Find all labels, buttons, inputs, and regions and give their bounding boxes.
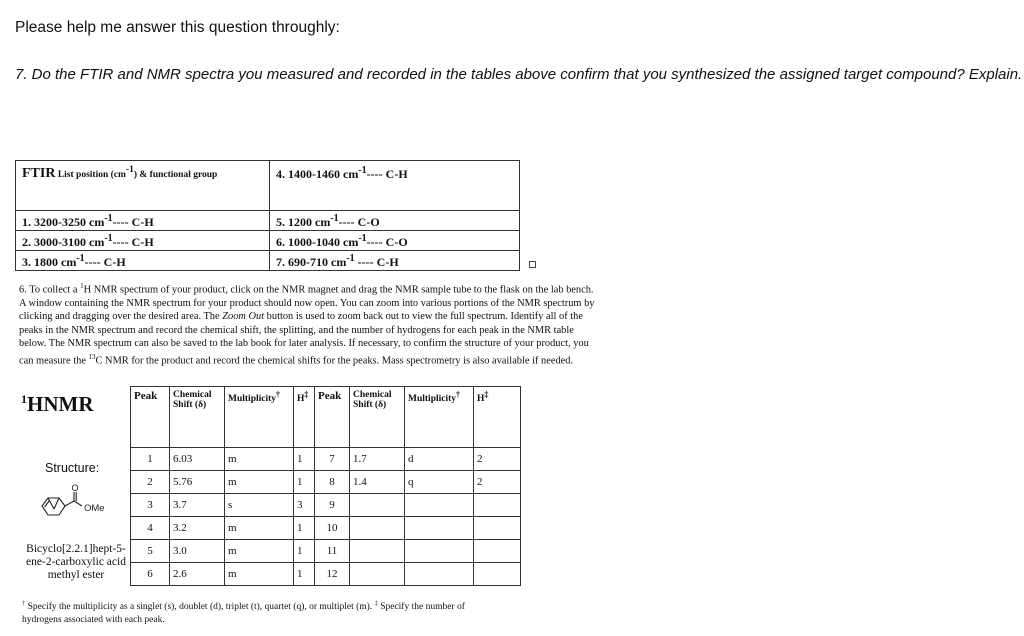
zoom-out-term: Zoom Out xyxy=(222,311,265,323)
ftir-entry: 7. 690-710 $cm^{-1}$ ---- C-H xyxy=(270,251,520,271)
compound-name: Bicyclo[2.2.1]hept-5-ene-2-carboxylic acid methyl ester xyxy=(26,543,126,581)
multiplicity-cell: m xyxy=(225,448,294,471)
multiplicity-cell: s xyxy=(225,494,294,517)
table-row xyxy=(131,563,521,586)
peak-cell: 5 xyxy=(131,540,170,563)
shift-cell: 1.4 xyxy=(350,471,405,494)
multiplicity-cell: q xyxy=(405,471,474,494)
multiplicity-cell: m xyxy=(225,563,294,586)
peak-header: Peak xyxy=(131,387,170,448)
multiplicity-header: Multiplicity† xyxy=(225,387,294,448)
shift-cell xyxy=(350,517,405,540)
h-cell: 2 xyxy=(474,448,521,471)
peak-cell: 6 xyxy=(131,563,170,586)
peak-cell: 9 xyxy=(315,494,350,517)
instruction-paragraph: 6. To collect a $^1$H NMR spectrum of your product, click on the NMR magnet and drag the NMR sample tube to the flask on the lab bench. A window containing the NMR spectrum for your product should now open. You can zoom into various portions of the NMR spectrum by clicking and dragging over the desired area. The Zoom Out button is used to zoom back out to view the full spectrum. Identify all of the peaks in the NMR spectrum and record the chemical shift, the splitting, and the number of hydrogens for each peak in the NMR table below. The NMR spectrum can also be saved to the lab book for later analysis. If necessary, to confirm the structure of your product, you can measure the $^{13}$C NMR for the product and record the chemical shifts for the peaks. Mass spectrometry is also available if needed. xyxy=(19,282,595,367)
peak-cell: 2 xyxy=(131,471,170,494)
h-header: H‡ xyxy=(474,387,521,448)
shift-cell xyxy=(350,563,405,586)
ftir-header: FTIR List position $(cm^{-1})$ & functional group xyxy=(16,161,270,211)
h-cell: 1 xyxy=(294,563,315,586)
table-row xyxy=(131,448,521,471)
peak-cell: 4 xyxy=(131,517,170,540)
h-cell: 1 xyxy=(294,517,315,540)
multiplicity-cell: m xyxy=(225,517,294,540)
multiplicity-header: Multiplicity† xyxy=(405,387,474,448)
resize-handle[interactable] xyxy=(529,261,536,268)
shift-cell: 6.03 xyxy=(170,448,225,471)
h-cell: 1 xyxy=(294,471,315,494)
oxygen-label: O xyxy=(71,484,79,493)
molecule-structure-image xyxy=(38,484,110,526)
ome-label: OMe xyxy=(84,503,105,514)
h-cell: 1 xyxy=(294,448,315,471)
peak-cell: 7 xyxy=(315,448,350,471)
shift-cell: 3.2 xyxy=(170,517,225,540)
peak-cell: 11 xyxy=(315,540,350,563)
nmr-table xyxy=(130,386,521,586)
ftir-entry: 4. 1400-1460 $cm^{-1}----$ C-H xyxy=(270,161,520,211)
shift-header: Chemical Shift (δ) xyxy=(350,387,405,448)
ftir-entry: 6. 1000-1040 $cm^{-1}----$ C-O xyxy=(270,231,520,251)
ftir-entry: 1. 3200-3250 $cm^{-1}----$ C-H xyxy=(16,211,270,231)
hnmr-title: $^1$HNMR xyxy=(21,392,94,416)
structure-label: Structure: xyxy=(45,461,100,475)
h-cell xyxy=(474,563,521,586)
peak-cell: 8 xyxy=(315,471,350,494)
multiplicity-cell xyxy=(405,563,474,586)
multiplicity-cell xyxy=(405,517,474,540)
question-7: 7. Do the FTIR and NMR spectra you measured and recorded in the tables above confirm that you synthesized the assigned target compound? Explain. xyxy=(15,66,1023,83)
shift-cell: 5.76 xyxy=(170,471,225,494)
multiplicity-cell xyxy=(405,494,474,517)
ftir-entry: 3. 1800 $cm^{-1}----$ C-H xyxy=(16,251,270,271)
h-cell xyxy=(474,517,521,540)
h-cell xyxy=(474,540,521,563)
ftir-title: FTIR xyxy=(22,166,56,181)
shift-header: Chemical Shift (δ) xyxy=(170,387,225,448)
h-cell: 2 xyxy=(474,471,521,494)
multiplicity-cell: m xyxy=(225,471,294,494)
shift-cell: 3.7 xyxy=(170,494,225,517)
table-row xyxy=(131,540,521,563)
peak-cell: 12 xyxy=(315,563,350,586)
shift-cell xyxy=(350,540,405,563)
h-cell: 1 xyxy=(294,540,315,563)
intro-text: Please help me answer this question throughly: xyxy=(15,19,340,36)
table-row xyxy=(131,494,521,517)
table-row xyxy=(131,471,521,494)
footnote: † Specify the multiplicity as a singlet (s), doublet (d), triplet (t), quartet (q), or multiplet (m). ‡ Specify the number of hydrogens associated with each peak. xyxy=(22,600,465,625)
shift-cell: 2.6 xyxy=(170,563,225,586)
shift-cell: 3.0 xyxy=(170,540,225,563)
h-cell xyxy=(474,494,521,517)
peak-cell: 10 xyxy=(315,517,350,540)
ftir-entry: 2. 3000-3100 $cm^{-1}----$ C-H xyxy=(16,231,270,251)
multiplicity-cell xyxy=(405,540,474,563)
h-cell: 3 xyxy=(294,494,315,517)
peak-header: Peak xyxy=(315,387,350,448)
multiplicity-cell: m xyxy=(225,540,294,563)
peak-cell: 3 xyxy=(131,494,170,517)
h-header: H‡ xyxy=(294,387,315,448)
ftir-table xyxy=(15,160,520,271)
table-row xyxy=(131,517,521,540)
ftir-entry: 5. 1200 $cm^{-1}----$ C-O xyxy=(270,211,520,231)
multiplicity-cell: d xyxy=(405,448,474,471)
shift-cell xyxy=(350,494,405,517)
shift-cell: 1.7 xyxy=(350,448,405,471)
peak-cell: 1 xyxy=(131,448,170,471)
